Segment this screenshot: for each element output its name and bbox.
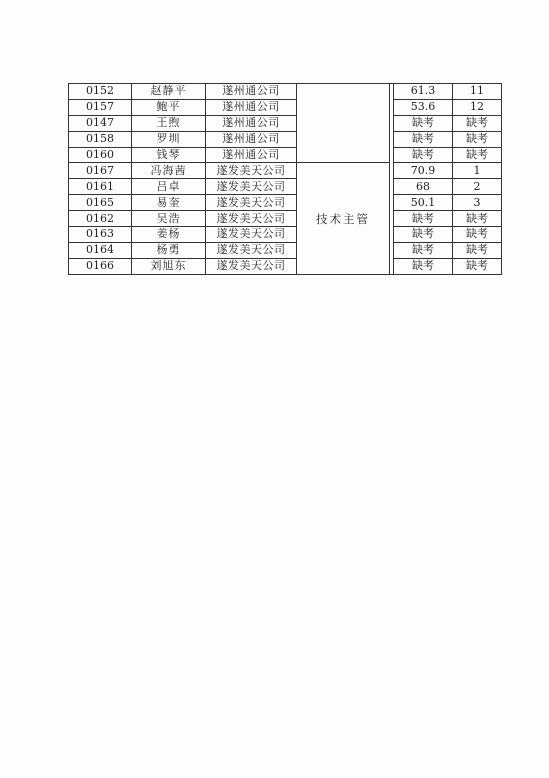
table-row [69,242,502,258]
candidate-rank: 缺考 [453,258,502,274]
candidate-company: 遂发美天公司 [206,242,297,258]
candidate-company: 遂州通公司 [206,84,297,100]
candidate-name: 罗圳 [132,131,206,147]
candidate-id: 0166 [69,258,132,274]
candidate-score: 缺考 [394,227,453,243]
table-row [69,227,502,243]
candidate-score: 68 [394,179,453,195]
candidate-score: 缺考 [394,147,453,163]
candidate-name: 赵静平 [132,84,206,100]
candidate-id: 0163 [69,227,132,243]
table-row [69,115,502,131]
candidate-rank: 2 [453,179,502,195]
candidate-rank: 缺考 [453,115,502,131]
candidate-score: 缺考 [394,242,453,258]
candidate-id: 0165 [69,195,132,211]
table-row [69,147,502,163]
candidate-name: 刘旭东 [132,258,206,274]
candidate-company: 遂发美天公司 [206,258,297,274]
candidate-rank: 缺考 [453,147,502,163]
candidate-company: 遂发美天公司 [206,211,297,227]
candidate-score: 缺考 [394,258,453,274]
candidate-company: 遂发美天公司 [206,179,297,195]
candidate-rank: 缺考 [453,242,502,258]
candidate-score: 缺考 [394,115,453,131]
candidate-rank: 1 [453,163,502,179]
candidate-rank: 12 [453,99,502,115]
candidate-score: 70.9 [394,163,453,179]
candidate-id: 0147 [69,115,132,131]
candidate-rank: 缺考 [453,227,502,243]
candidate-name: 杨勇 [132,242,206,258]
candidate-rank: 缺考 [453,131,502,147]
candidate-score: 53.6 [394,99,453,115]
candidate-name: 王煦 [132,115,206,131]
candidate-name: 钱琴 [132,147,206,163]
candidate-company: 遂发美天公司 [206,227,297,243]
table-row [69,258,502,274]
table-row [69,179,502,195]
candidate-id: 0164 [69,242,132,258]
candidate-id: 0161 [69,179,132,195]
candidate-score: 缺考 [394,211,453,227]
candidate-name: 易奎 [132,195,206,211]
position-cell: 技术主管 [297,163,390,274]
candidate-name: 吴浩 [132,211,206,227]
candidate-name: 姜杨 [132,227,206,243]
candidate-id: 0158 [69,131,132,147]
candidate-score: 61.3 [394,84,453,100]
candidate-name: 冯海茜 [132,163,206,179]
candidate-id: 0167 [69,163,132,179]
candidate-company: 遂州通公司 [206,115,297,131]
candidate-id: 0162 [69,211,132,227]
candidate-score: 50.1 [394,195,453,211]
table-row [69,163,502,179]
candidate-company: 遂州通公司 [206,99,297,115]
candidate-id: 0152 [69,84,132,100]
candidate-id: 0157 [69,99,132,115]
candidate-score: 缺考 [394,131,453,147]
candidate-name: 鲍平 [132,99,206,115]
candidate-company: 遂州通公司 [206,131,297,147]
candidate-name: 吕卓 [132,179,206,195]
candidate-company: 遂州通公司 [206,147,297,163]
table-row [69,99,502,115]
candidate-rank: 3 [453,195,502,211]
table-row [69,195,502,211]
candidate-rank: 缺考 [453,211,502,227]
candidate-company: 遂发美天公司 [206,195,297,211]
position-cell [297,84,390,163]
score-table [68,83,502,275]
candidate-id: 0160 [69,147,132,163]
table-row [69,131,502,147]
candidate-rank: 11 [453,84,502,100]
candidate-company: 遂发美天公司 [206,163,297,179]
table-row [69,84,502,100]
table-row [69,211,502,227]
